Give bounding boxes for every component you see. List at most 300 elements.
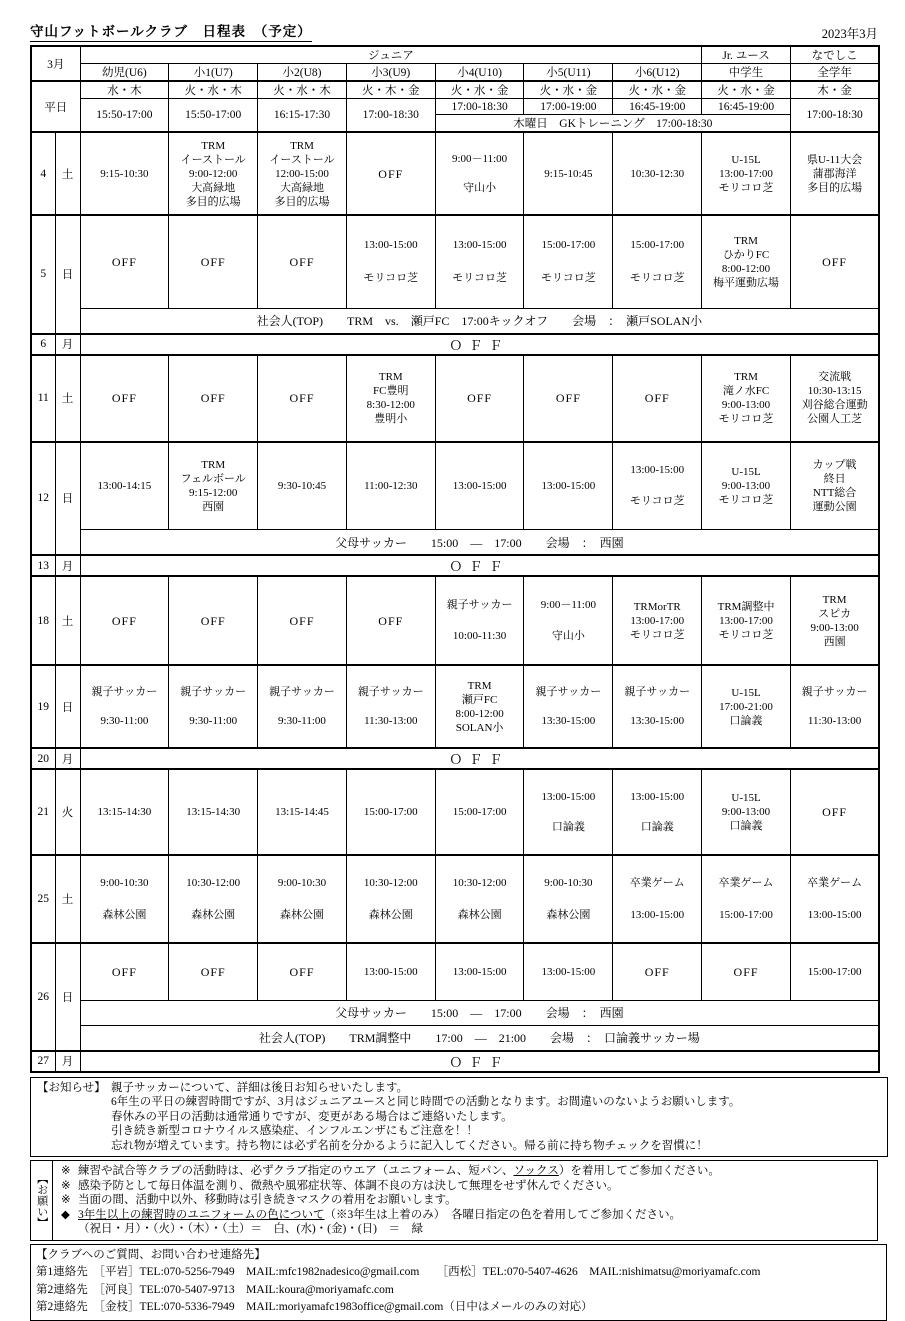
cell-26-u6: [80, 943, 169, 1000]
cell-content: [436, 446, 524, 526]
cell-content: [613, 580, 701, 661]
notice-line: 引き続き新型コロナウイルス感染症、インフルエンザにもご注意を！！: [111, 1125, 478, 1137]
dow-cell-21: 火: [55, 769, 80, 855]
cell-line: 刈谷総合運動: [801, 399, 868, 411]
cell-4-u12: [613, 132, 702, 215]
cell-line: モリコロ芝: [718, 493, 774, 506]
cell-content: [81, 947, 169, 996]
cell-line: 西園: [202, 500, 225, 513]
dow-cell-5: 日: [55, 215, 80, 334]
cell-line: 蒲郡海洋: [812, 167, 857, 180]
request-text: （※3年生は上着のみ） 各曜日指定の色を着用してご参加ください。: [324, 1208, 681, 1221]
cell-content: [169, 773, 257, 851]
request-text: ソックス: [513, 1165, 559, 1177]
request-text: 練習や試合等クラブの活動時は、必ずクラブ指定のウエア（ユニフォーム、短パン、: [78, 1165, 514, 1177]
title-row: [30, 20, 878, 42]
date-cell-12: 12: [31, 442, 55, 556]
schedule-row-19: [31, 665, 879, 748]
cell-line: モリコロ芝: [718, 628, 774, 641]
cell-line: カップ戦: [812, 458, 857, 471]
cell-line: 9:00-10:30: [277, 877, 327, 890]
dow-cell-11: 土: [55, 355, 80, 442]
cell-content: [81, 446, 169, 526]
cell-content: [613, 947, 701, 996]
cell-content: [524, 359, 612, 438]
cell-25-u9: [346, 855, 435, 943]
cell-5-u10: [435, 215, 524, 308]
cell-line: モリコロ芝: [718, 413, 774, 425]
cell-5-jhs: [702, 215, 791, 308]
cell-line: 西園: [823, 635, 846, 648]
cell-content: [169, 859, 257, 939]
cell-content: [347, 773, 435, 851]
weekday-days-row: [31, 81, 879, 99]
cell-line: 口論義: [729, 714, 763, 727]
cell-line: 森林公園: [102, 908, 147, 921]
cell-content: [436, 580, 524, 661]
date-cell-6: 6: [31, 334, 55, 355]
cell-content: [81, 359, 169, 438]
weekday-days-all: 木・金: [790, 81, 879, 99]
cell-12-u9: [346, 442, 435, 530]
cell-content: [702, 136, 790, 211]
weekday-days-u7: 火・水・木: [169, 81, 258, 99]
cell-line: 12:00-15:00: [275, 167, 329, 180]
cell-line: OFF: [289, 254, 315, 269]
cell-line: 13:00-15:00: [452, 965, 507, 978]
cell-content: [613, 859, 701, 939]
cell-11-u12: [613, 355, 702, 442]
schedule-row-11: [31, 355, 879, 442]
schedule-row-27: [31, 1051, 879, 1072]
cell-line: TRM調整中: [717, 600, 775, 613]
cell-line: 15:00-17:00: [719, 908, 773, 921]
group-header: なでしこ: [790, 46, 879, 64]
date-cell-11: 11: [31, 355, 55, 442]
weekday-days-u8: 火・水・木: [258, 81, 347, 99]
schedule-row-26: [31, 943, 879, 1000]
request-marker: ※: [61, 1194, 71, 1206]
cell-content: [258, 219, 346, 304]
date-cell-27: 27: [31, 1051, 55, 1072]
cell-4-u7: [169, 132, 258, 215]
cell-line: 8:30-12:00: [366, 399, 415, 411]
cell-content: [524, 219, 612, 304]
cell-line: 9:30-11:00: [100, 715, 149, 728]
column-header-u12: 小6(U12): [613, 64, 702, 82]
cell-content: [791, 219, 878, 304]
group-header: ジュニア: [80, 46, 702, 64]
cell-content: [436, 136, 524, 211]
cell-line: 9:15-10:30: [100, 167, 149, 180]
cell-line: OFF: [200, 613, 226, 628]
weekday-days-jhs: 火・水・金: [702, 81, 791, 99]
cell-line: 13:00-15:00: [807, 908, 862, 921]
cell-18-u6: [80, 576, 169, 665]
weekday-time-u9: 17:00-18:30: [346, 99, 435, 133]
schedule-row-13: [31, 555, 879, 576]
dow-cell-19: 日: [55, 665, 80, 748]
cell-26-all: [790, 943, 879, 1000]
cell-18-jhs: [702, 576, 791, 665]
cell-line: 10:30-13:15: [807, 385, 862, 397]
cell-content: [791, 947, 878, 996]
full-off-20: ＯＦＦ: [80, 748, 879, 769]
cell-content: [436, 859, 524, 939]
cell-content: [702, 773, 790, 851]
subrow-note: 社会人(TOP) TRM vs. 瀬戸FC 17:00キックオフ 会場 ： 瀬戸SOLAN小: [80, 308, 879, 334]
cell-line: 10:30-12:00: [363, 877, 418, 890]
full-off-13: ＯＦＦ: [80, 555, 879, 576]
cell-line: OFF: [378, 166, 404, 181]
column-header-jhs: 中学生: [702, 64, 791, 82]
cell-line: 13:15-14:30: [97, 806, 152, 818]
cell-21-all: [790, 769, 879, 855]
cell-line: 滝ノ水FC: [722, 385, 770, 397]
column-header-u7: 小1(U7): [169, 64, 258, 82]
schedule-row-18: [31, 576, 879, 665]
cell-line: ひかりFC: [722, 248, 770, 261]
cell-line: 13:00-15:00: [630, 464, 685, 477]
cell-content: [258, 859, 346, 939]
cell-content: [613, 219, 701, 304]
cell-line: 9:00-13:00: [810, 621, 859, 634]
cell-11-all: [790, 355, 879, 442]
schedule-subrow-26-2: [31, 1025, 879, 1051]
column-header-all: 全学年: [790, 64, 879, 82]
page-date: 2023年3月: [821, 27, 878, 41]
weekday-time-u11: 17:00-19:00: [524, 99, 613, 115]
weekday-days-u10: 火・水・金: [435, 81, 524, 99]
cell-line: 親子サッカー: [446, 598, 513, 611]
cell-12-all: [790, 442, 879, 530]
weekday-time-u12: 16:45-19:00: [613, 99, 702, 115]
cell-19-jhs: [702, 665, 791, 748]
cell-25-u7: [169, 855, 258, 943]
cell-content: [524, 669, 612, 744]
cell-line: 11:00-12:30: [364, 479, 418, 492]
cell-21-u12: [613, 769, 702, 855]
cell-line: OFF: [289, 391, 315, 405]
cell-5-u9: [346, 215, 435, 308]
cell-18-u12: [613, 576, 702, 665]
cell-5-u12: [613, 215, 702, 308]
cell-line: イーストール: [180, 153, 246, 166]
contact-box: [30, 1244, 887, 1321]
schedule-subrow-5-1: [31, 308, 879, 334]
cell-line: U-15L: [731, 465, 761, 478]
request-text: 3年生以上の練習時のユニフォームの色について: [78, 1208, 325, 1221]
cell-line: イーストール: [269, 153, 335, 166]
weekday-time-jhs: 16:45-19:00: [702, 99, 791, 115]
cell-18-u10: [435, 576, 524, 665]
cell-content: [81, 219, 169, 304]
cell-line: OFF: [822, 254, 848, 269]
request-marker: ※: [61, 1165, 71, 1177]
cell-line: 9:00-13:00: [721, 399, 771, 411]
cell-content: [791, 773, 878, 851]
cell-line: 13:00-15:00: [363, 239, 418, 252]
full-off-6: ＯＦＦ: [80, 334, 879, 355]
cell-line: 13:00-15:00: [541, 479, 596, 492]
column-header-u9: 小3(U9): [346, 64, 435, 82]
cell-content: [524, 136, 612, 211]
subrow-note: 父母サッカー 15:00 ― 17:00 会場 ： 西園: [80, 1000, 879, 1025]
weekday-days-u11: 火・水・金: [524, 81, 613, 99]
cell-line: 口論義: [640, 821, 674, 834]
column-header-u10: 小4(U10): [435, 64, 524, 82]
cell-content: [347, 359, 435, 438]
cell-content: [347, 136, 435, 211]
request-text: 感染予防として毎日体温を測り、微熱や風邪症状等、体調不良の方は決して無理をせず休んでください。: [78, 1179, 619, 1192]
cell-content: [702, 580, 790, 661]
cell-line: OFF: [111, 254, 137, 269]
cell-content: [81, 859, 169, 939]
cell-line: 9:30-11:00: [189, 715, 238, 728]
cell-line: 13:00-15:00: [630, 790, 685, 803]
cell-content: [524, 859, 612, 939]
cell-line: TRM: [734, 234, 758, 247]
request-text: ）を着用してご参加ください。: [558, 1165, 720, 1177]
cell-line: 10:30-12:30: [630, 167, 685, 180]
request-label: 【お願い】: [31, 1161, 53, 1240]
contact-line: 第2連絡先 ［河良］TEL:070-5407-9713 MAIL:koura@moriyamafc.com: [36, 1283, 394, 1296]
cell-25-all: [790, 855, 879, 943]
cell-21-u11: [524, 769, 613, 855]
cell-21-u6: [80, 769, 169, 855]
cell-18-all: [790, 576, 879, 665]
dow-cell-27: 月: [55, 1051, 80, 1072]
cell-line: 17:00-21:00: [719, 700, 773, 713]
cell-18-u7: [169, 576, 258, 665]
notice-lines: [111, 1081, 883, 1154]
cell-line: 15:00-17:00: [541, 239, 596, 252]
cell-12-u10: [435, 442, 524, 530]
header-row-columns: [31, 64, 879, 82]
cell-line: 13:00-14:15: [97, 479, 152, 492]
cell-line: 15:00-17:00: [363, 806, 418, 818]
cell-content: [258, 136, 346, 211]
cell-19-u7: [169, 665, 258, 748]
cell-line: 8:00-12:00: [721, 262, 771, 275]
cell-26-u11: [524, 943, 613, 1000]
cell-content: [258, 773, 346, 851]
cell-line: 13:00-15:00: [363, 965, 418, 978]
cell-line: OFF: [644, 964, 670, 979]
cell-21-u10: [435, 769, 524, 855]
cell-line: 親子サッカー: [801, 685, 868, 698]
cell-line: 卒業ゲーム: [718, 877, 774, 890]
cell-line: OFF: [289, 613, 315, 628]
cell-line: 13:00-15:00: [541, 965, 596, 978]
contact-line: 第2連絡先 ［金枝］TEL:070-5336-7949 MAIL:moriyamafc1983office@gmail.com（日中はメールのみの対応）: [36, 1301, 593, 1313]
dow-cell-6: 月: [55, 334, 80, 355]
cell-18-u11: [524, 576, 613, 665]
cell-content: [791, 669, 878, 744]
group-header: Jr. ユース: [702, 46, 791, 64]
cell-line: 大高緑地: [279, 181, 324, 194]
notice-line: 親子サッカーについて、詳細は後日お知らせいたします。: [111, 1081, 409, 1094]
cell-line: モリコロ芝: [629, 495, 685, 508]
cell-content: [258, 446, 346, 526]
cell-line: 守山小: [551, 630, 585, 643]
cell-line: 口論義: [729, 820, 763, 832]
cell-content: [169, 359, 257, 438]
cell-25-u11: [524, 855, 613, 943]
dow-cell-25: 土: [55, 855, 80, 943]
cell-21-u8: [258, 769, 347, 855]
cell-line: 梅平運動広場: [713, 276, 780, 289]
cell-5-u11: [524, 215, 613, 308]
cell-line: 9:15-10:45: [544, 167, 593, 180]
date-cell-25: 25: [31, 855, 55, 943]
cell-line: 9:00-13:00: [721, 806, 771, 818]
cell-content: [347, 669, 435, 744]
cell-line: 卒業ゲーム: [629, 877, 685, 890]
cell-line: OFF: [467, 391, 493, 405]
cell-line: 9:00-12:00: [189, 167, 238, 180]
cell-line: 9:00－11:00: [451, 152, 508, 165]
cell-content: [81, 136, 169, 211]
cell-line: 13:00-15:00: [452, 479, 507, 492]
cell-19-all: [790, 665, 879, 748]
cell-26-u8: [258, 943, 347, 1000]
cell-line: 13:00-15:00: [630, 908, 685, 921]
cell-line: 森林公園: [279, 908, 324, 921]
cell-line: 親子サッカー: [357, 685, 424, 698]
cell-line: TRM: [201, 458, 226, 471]
cell-line: 13:30-15:00: [630, 715, 685, 728]
cell-line: 15:00-17:00: [630, 239, 685, 252]
weekday-label: 平日: [31, 81, 80, 132]
cell-line: 10:30-12:00: [452, 877, 507, 890]
cell-content: [791, 580, 878, 661]
schedule-table: [30, 45, 880, 1073]
cell-26-jhs: [702, 943, 791, 1000]
cell-content: [613, 773, 701, 851]
schedule-row-6: [31, 334, 879, 355]
cell-line: 県U-11大会: [807, 153, 863, 166]
cell-19-u6: [80, 665, 169, 748]
cell-line: 運動公園: [812, 500, 857, 513]
cell-content: [702, 359, 790, 438]
cell-21-jhs: [702, 769, 791, 855]
cell-19-u10: [435, 665, 524, 748]
cell-content: [436, 219, 524, 304]
dow-cell-26: 日: [55, 943, 80, 1051]
cell-content: [436, 359, 524, 438]
cell-line: 卒業ゲーム: [807, 877, 863, 890]
cell-line: モリコロ芝: [629, 272, 685, 285]
cell-line: 13:00-17:00: [719, 167, 773, 180]
cell-content: [702, 446, 790, 526]
schedule-row-21: [31, 769, 879, 855]
cell-line: 親子サッカー: [180, 685, 247, 698]
schedule-row-25: [31, 855, 879, 943]
cell-19-u9: [346, 665, 435, 748]
cell-content: [791, 859, 878, 939]
cell-content: [347, 859, 435, 939]
cell-content: [613, 446, 701, 526]
date-cell-5: 5: [31, 215, 55, 334]
cell-line: OFF: [111, 391, 137, 405]
weekday-days-u6: 水・木: [80, 81, 169, 99]
cell-11-u6: [80, 355, 169, 442]
subrow-note: 社会人(TOP) TRM調整中 17:00 ― 21:00 会場 ： 口論義サッカー場: [80, 1025, 879, 1051]
cell-content: [524, 580, 612, 661]
notice-line: 忘れ物が増えています。持ち物には必ず名前を分かるように記入してください。帰る前に持ち物チェックを習慣に！: [111, 1139, 708, 1152]
cell-line: FC豊明: [373, 385, 409, 397]
notice-line: 春休みの平日の活動は通常通りですが、変更がある場合はご連絡いたします。: [111, 1110, 513, 1123]
notice-label: 【お知らせ】: [37, 1081, 106, 1094]
request-text: 当面の間、活動中以外、移動時は引き続きマスクの着用をお願いします。: [78, 1194, 457, 1206]
cell-line: NTT総合: [812, 486, 857, 499]
cell-11-u8: [258, 355, 347, 442]
cell-content: [258, 580, 346, 661]
cell-4-u9: [346, 132, 435, 215]
month-header: 3月: [31, 46, 80, 81]
cell-line: U-15L: [731, 792, 761, 804]
cell-content: [436, 947, 524, 996]
cell-line: 多目的広場: [274, 195, 330, 208]
cell-line: 多目的広場: [185, 195, 241, 208]
cell-content: [258, 669, 346, 744]
schedule-subrow-26-1: [31, 1000, 879, 1025]
cell-line: 親子サッカー: [91, 685, 158, 698]
cell-line: 9:30-10:45: [277, 479, 327, 492]
cell-25-u8: [258, 855, 347, 943]
schedule-row-5: [31, 215, 879, 308]
request-lines: [53, 1161, 877, 1240]
cell-content: [258, 947, 346, 996]
schedule-row-4: [31, 132, 879, 215]
cell-line: 9:00-10:30: [100, 877, 149, 890]
cell-26-u10: [435, 943, 524, 1000]
cell-line: 8:00-12:00: [455, 707, 504, 720]
cell-content: [169, 580, 257, 661]
cell-content: [791, 446, 878, 526]
cell-line: OFF: [289, 964, 315, 979]
cell-25-jhs: [702, 855, 791, 943]
cell-line: TRM: [822, 593, 847, 606]
cell-line: モリコロ芝: [363, 272, 419, 285]
cell-5-all: [790, 215, 879, 308]
cell-content: [702, 219, 790, 304]
contact-title: 【クラブへのご質問、お問い合わせ連絡先】: [36, 1248, 266, 1261]
cell-line: 親子サッカー: [535, 685, 602, 698]
cell-11-u11: [524, 355, 613, 442]
schedule-body: [31, 46, 879, 1072]
schedule-subrow-12-1: [31, 530, 879, 556]
weekday-time-u7: 15:50-17:00: [169, 99, 258, 133]
cell-content: [169, 446, 257, 526]
dow-cell-4: 土: [55, 132, 80, 215]
cell-4-all: [790, 132, 879, 215]
date-cell-21: 21: [31, 769, 55, 855]
cell-line: 森林公園: [457, 908, 502, 921]
request-line: [61, 1179, 873, 1194]
date-cell-4: 4: [31, 132, 55, 215]
cell-4-u10: [435, 132, 524, 215]
cell-content: [524, 773, 612, 851]
cell-line: 大高緑地: [191, 181, 236, 194]
date-cell-18: 18: [31, 576, 55, 665]
weekday-days-u9: 火・木・金: [346, 81, 435, 99]
cell-content: [702, 859, 790, 939]
cell-12-u12: [613, 442, 702, 530]
cell-25-u10: [435, 855, 524, 943]
header-row-groups: [31, 46, 879, 64]
